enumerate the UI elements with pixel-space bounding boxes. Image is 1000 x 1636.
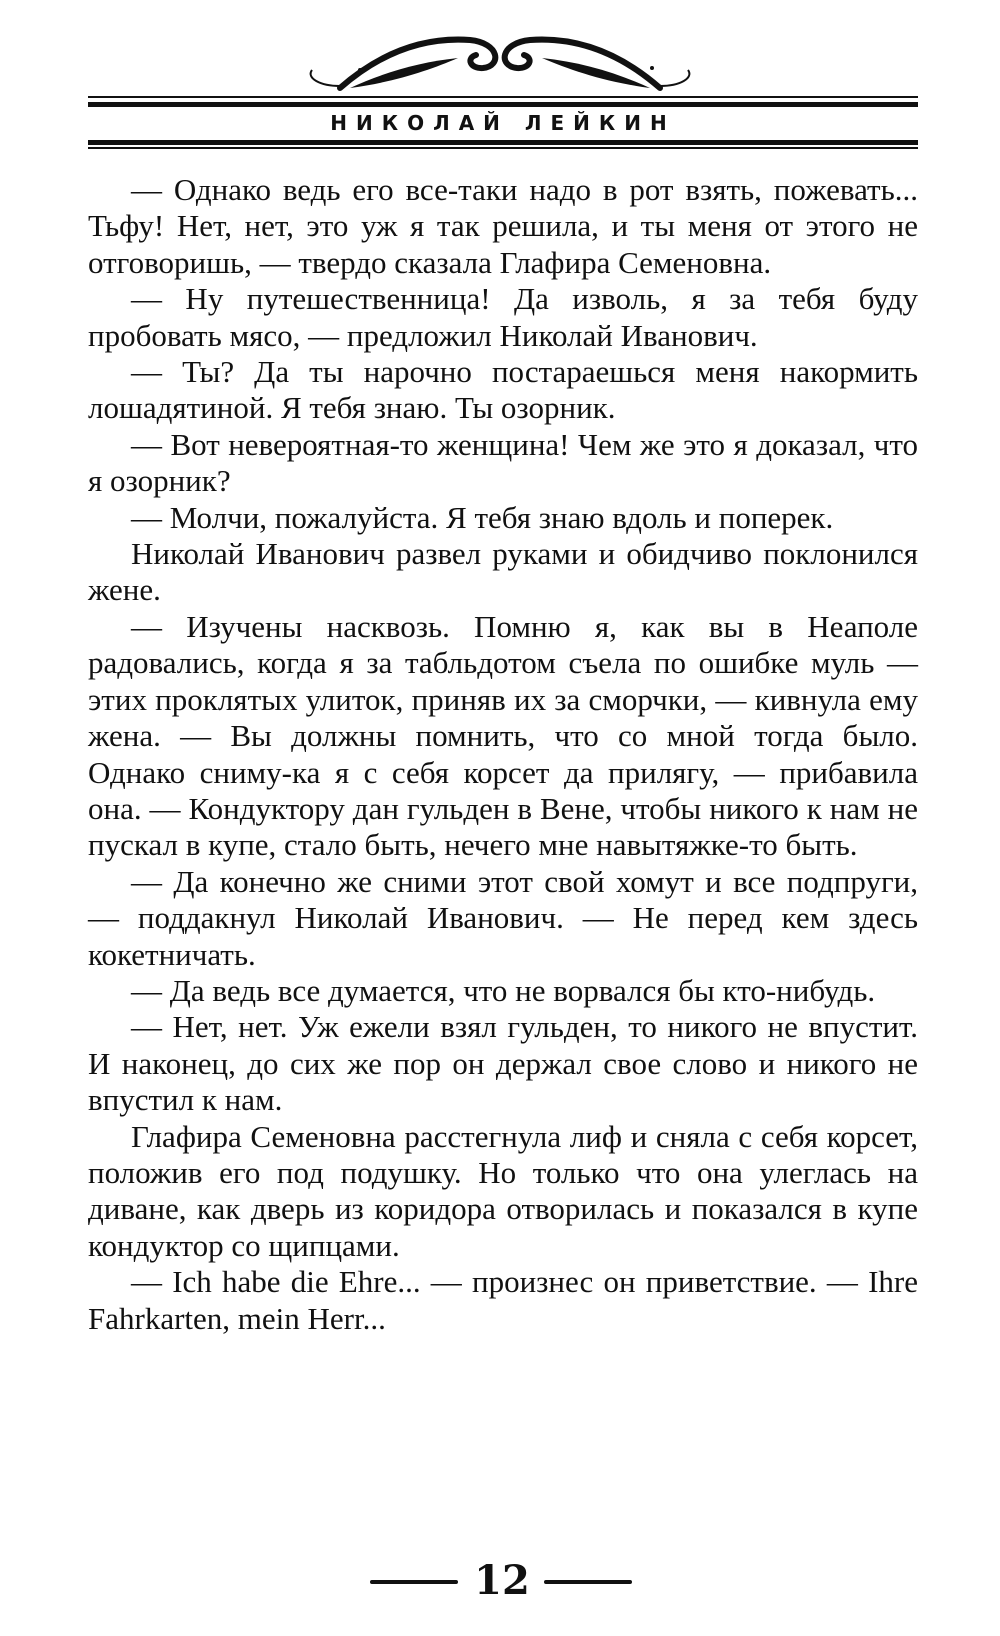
ornament-right-leaf [542, 58, 650, 88]
ornament-left-tail [311, 70, 340, 86]
paragraph: — Да ведь все думается, что не ворвался бы кто-нибудь. [131, 972, 876, 1008]
ornament-left-dot [358, 68, 362, 72]
paragraph: — Ну путешественница! Да изволь, я за тебя буду пробовать мясо, — предложил Николай Иванович. [88, 281, 918, 353]
page-number: 12 [474, 1557, 530, 1604]
running-header-author: НИКОЛАЙ ЛЕЙКИН [330, 111, 676, 135]
ornament-right-dot [650, 66, 654, 70]
header-rule-bottom-thin [88, 147, 918, 149]
header-ornament [0, 0, 1000, 100]
ornament-right-swirl [505, 40, 660, 88]
ornament-right-tail [660, 70, 689, 86]
paragraph: Глафира Семеновна расстегнула лиф и сняла с себя корсет, положив его под подушку. Но только что она улеглась на диване, как дверь из коридора отворилась и показался в купе кондуктор со щипцами. [88, 1118, 918, 1263]
header-rule-top-thick [88, 102, 918, 107]
page-body-text [88, 172, 918, 1337]
paragraph: — Вот невероятная-то женщина! Чем же это я доказал, что я озорник? [88, 426, 918, 499]
paragraph: Николай Иванович развел руками и обидчиво поклонился жене. [88, 536, 918, 608]
footer-rule-left [370, 1580, 458, 1584]
header-rule-bottom-thick [88, 140, 918, 145]
paragraph: — Ты? Да ты нарочно постараешься меня накормить лошадятиной. Я тебя знаю. Ты озорник. [88, 354, 918, 426]
page-footer [0, 1556, 1000, 1606]
paragraph: — Однако ведь его все-таки надо в рот взять, пожевать... Тьфу! Нет, нет, это уж я так решила, и ты меня от этого не отговоришь, — твердо сказала Глафира Семеновна. [88, 172, 918, 280]
paragraph: — Ich habe die Ehre... — произнес он приветствие. — Ihre Fahrkarten, mein Herr... [88, 1264, 918, 1336]
paragraph: — Молчи, пожалуйста. Я тебя знаю вдоль и поперек. [131, 499, 834, 535]
ornament-left-leaf [350, 58, 458, 88]
paragraph: — Нет, нет. Уж ежели взял гульден, то никого не впустит. И наконец, до сих же пор он держал свое слово и никого не впустил к нам. [88, 1009, 918, 1118]
footer-rule-right [544, 1580, 632, 1584]
paragraph: — Да конечно же сними этот свой хомут и все подпруги, — поддакнул Николай Иванович. — Не перед кем здесь кокетничать. [88, 863, 918, 972]
header-rule-top-thin [88, 96, 918, 98]
ornament-left-swirl [340, 40, 495, 88]
paragraph: — Изучены насквозь. Помню я, как вы в Неаполе радовались, когда я за табльдотом съела по ошибке муль — этих проклятых улиток, приняв их за сморчки, — кивнула ему жена. — Вы должны помнить, что со мной тогда было. Однако сниму-ка я с себя корсет да прилягу, — прибавила она. — Кондуктору дан гульден в Вене, чтобы никого к нам не пускал в купе, стало быть, нечего мне навытяжке-то быть. [88, 608, 918, 863]
